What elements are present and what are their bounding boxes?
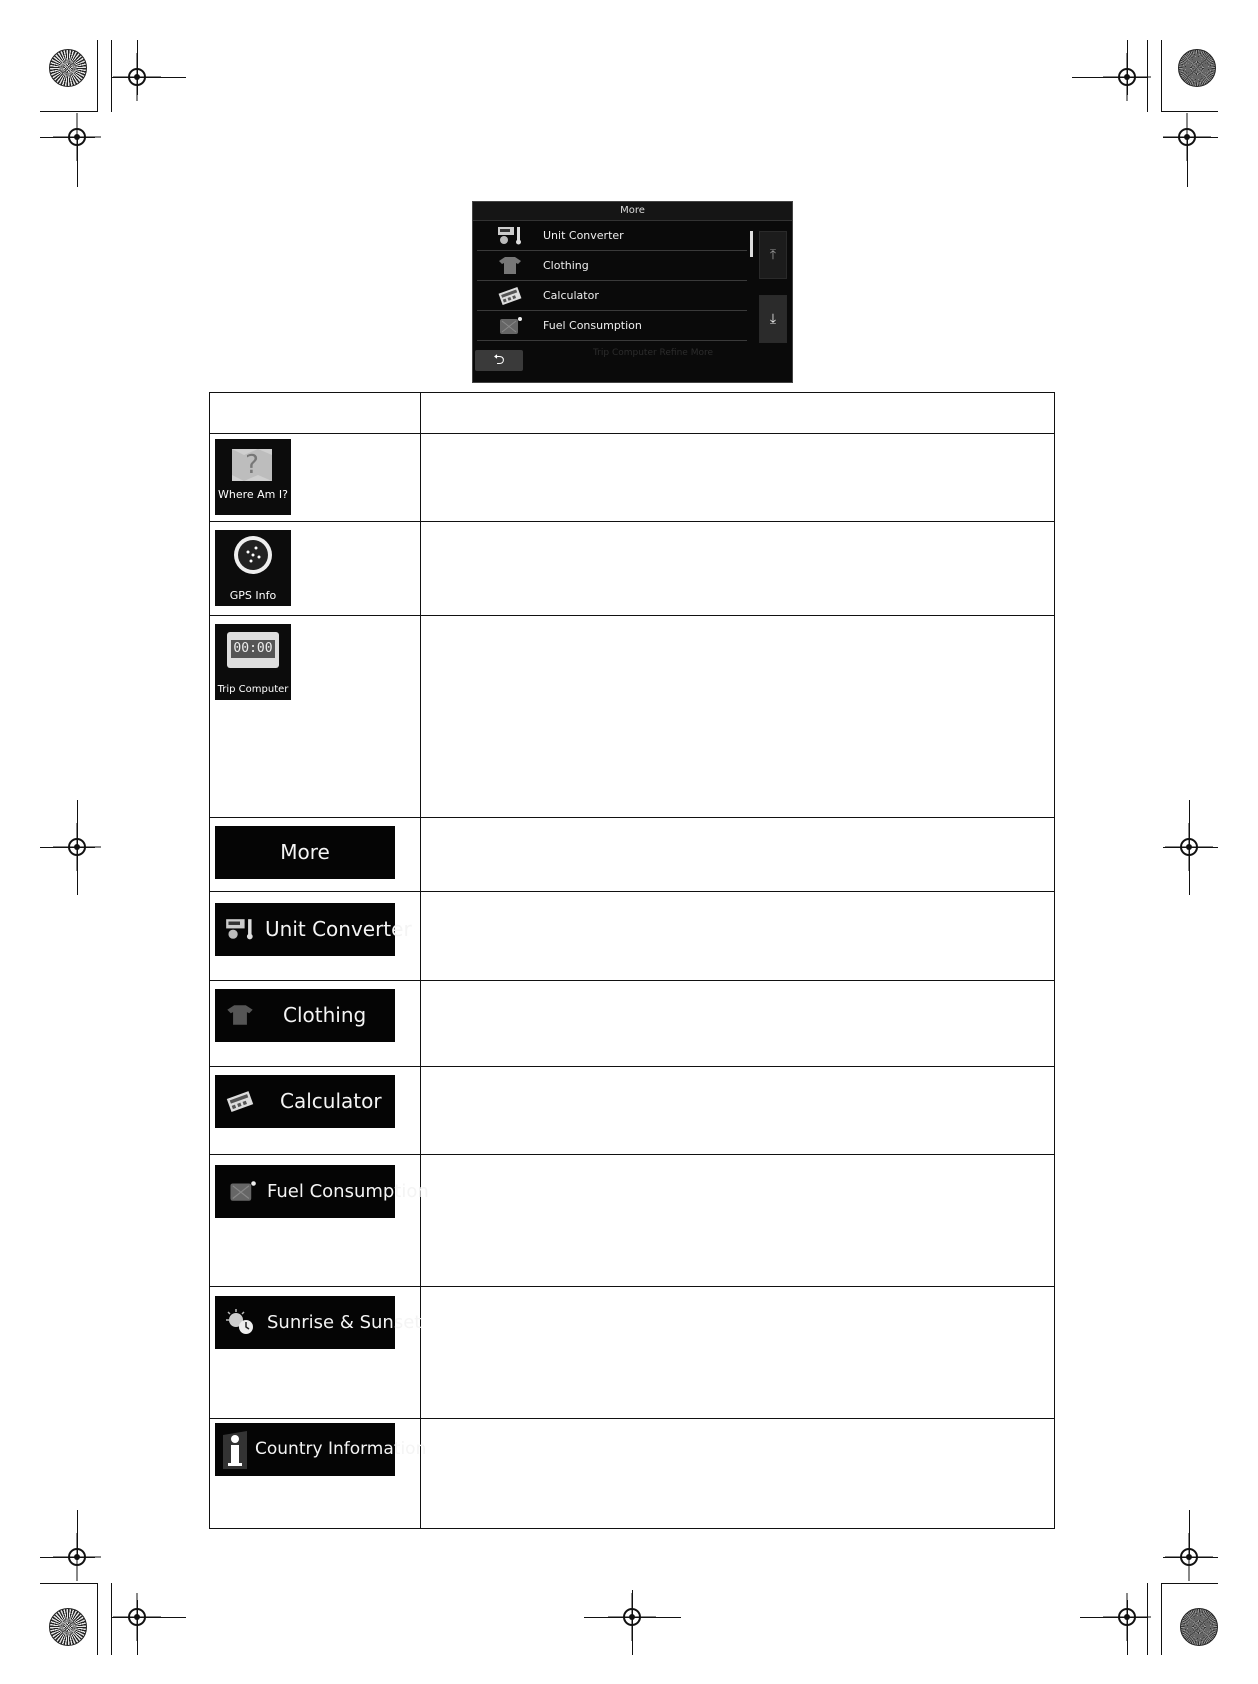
registration-target-icon xyxy=(113,53,161,101)
button-caption: Where Am I? xyxy=(218,488,288,501)
back-button[interactable]: ⮌ xyxy=(475,350,523,371)
registration-target-icon xyxy=(53,823,101,871)
button-label: Calculator xyxy=(280,1089,382,1113)
registration-target-icon xyxy=(1165,823,1213,871)
calculator-button[interactable] xyxy=(215,1075,395,1128)
menu-item-calculator[interactable] xyxy=(477,281,747,311)
clothing-icon xyxy=(497,256,523,275)
menu-item-clothing[interactable] xyxy=(477,251,747,281)
registration-target-icon xyxy=(1103,53,1151,101)
button-label: Fuel Consumption xyxy=(267,1181,429,1202)
registration-target-icon xyxy=(1103,1593,1151,1641)
button-caption: Trip Computer xyxy=(217,684,289,695)
button-label: Clothing xyxy=(283,1003,367,1027)
info-icon xyxy=(221,1429,249,1471)
svg-text:?: ? xyxy=(245,450,259,480)
menu-item-unit-converter[interactable] xyxy=(477,221,747,251)
screen-title: More xyxy=(473,202,792,221)
registration-target-icon xyxy=(113,1593,161,1641)
button-description-table xyxy=(209,392,1055,1529)
scroll-down-button[interactable]: ⤓ xyxy=(759,295,787,343)
fuel-consumption-icon xyxy=(227,1177,257,1205)
menu-item-label: Unit Converter xyxy=(543,229,624,242)
satellite-dish-icon xyxy=(232,534,274,576)
fuel-consumption-button[interactable] xyxy=(215,1165,429,1218)
clothing-button[interactable] xyxy=(215,989,395,1042)
unit-converter-icon xyxy=(225,915,255,943)
trip-computer-button[interactable] xyxy=(215,624,291,700)
menu-item-label: Clothing xyxy=(543,259,589,272)
scrollbar-thumb[interactable] xyxy=(750,231,753,257)
clothing-icon xyxy=(225,1001,255,1029)
button-label: Unit Converter xyxy=(265,917,412,941)
registration-rosette-icon xyxy=(1180,1608,1218,1646)
trip-display: 00:00 xyxy=(231,640,275,658)
menu-item-fuel-consumption[interactable] xyxy=(477,311,747,341)
gps-info-button[interactable] xyxy=(215,530,291,606)
registration-rosette-icon xyxy=(49,49,87,87)
country-information-button[interactable] xyxy=(215,1423,427,1476)
fuel-consumption-icon xyxy=(497,316,523,335)
registration-target-icon xyxy=(1165,1533,1213,1581)
menu-item-label: Fuel Consumption xyxy=(543,319,642,332)
where-am-i-button[interactable] xyxy=(215,439,291,515)
sunrise-sunset-button[interactable] xyxy=(215,1296,422,1349)
scroll-up-button[interactable]: ⤒ xyxy=(759,231,787,279)
more-button[interactable] xyxy=(215,826,395,879)
button-label: More xyxy=(280,840,330,864)
unit-converter-icon xyxy=(497,226,523,245)
button-label: Country Information xyxy=(255,1439,427,1459)
calculator-icon xyxy=(497,286,523,305)
device-screen-more-menu xyxy=(472,201,793,383)
menu-item-label: Calculator xyxy=(543,289,599,302)
registration-rosette-icon xyxy=(1178,49,1216,87)
background-ghost-text: Trip Computer Refine More xyxy=(593,348,714,358)
sunrise-sunset-icon xyxy=(225,1308,255,1336)
question-map-icon xyxy=(229,445,275,485)
registration-rosette-icon xyxy=(49,1608,87,1646)
unit-converter-button[interactable] xyxy=(215,903,412,956)
registration-target-icon xyxy=(608,1593,656,1641)
calculator-icon xyxy=(225,1087,255,1115)
trip-computer-icon xyxy=(227,632,279,668)
registration-target-icon xyxy=(53,1533,101,1581)
button-label: Sunrise & Sunset xyxy=(267,1312,422,1333)
button-caption: GPS Info xyxy=(229,589,277,602)
